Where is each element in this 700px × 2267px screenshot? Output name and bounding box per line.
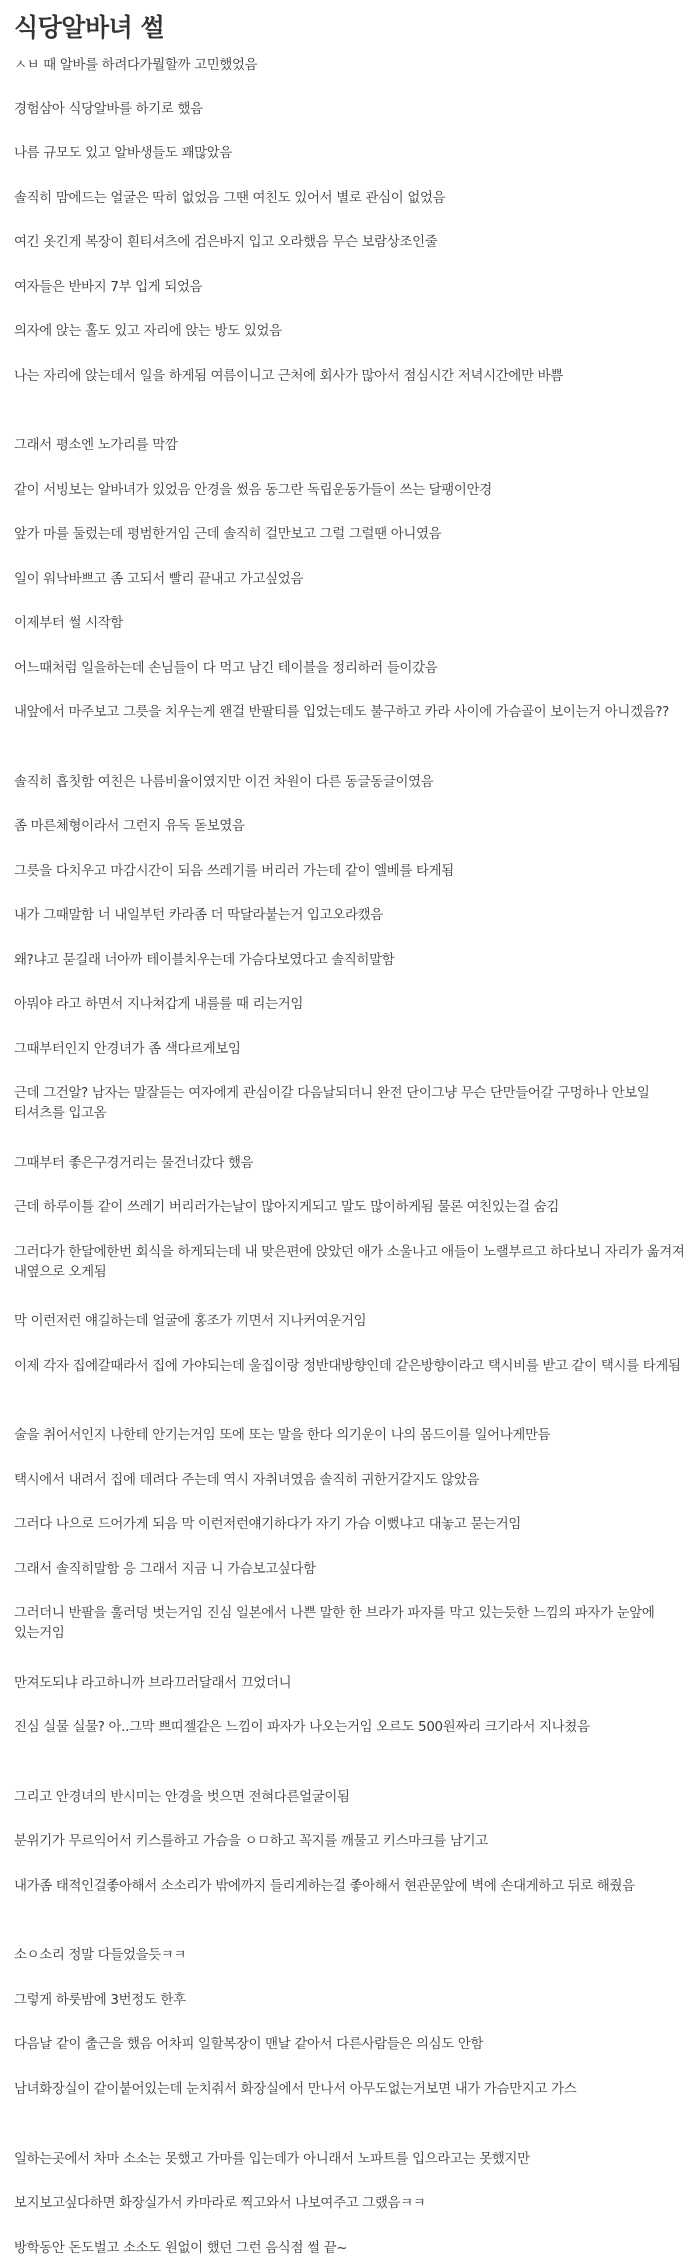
paragraph: 여자들은 반바지 7부 입게 되었음: [14, 280, 203, 295]
paragraph: 솔직히 흡칫함 여친은 나름비율이였지만 이건 차원이 다른 동글동글이였음: [14, 775, 434, 790]
paragraph: 만져도되냐 라고하니까 브라끄러달래서 끄었더니: [14, 1676, 292, 1691]
paragraph: 남녀화장실이 같이붙어있는데 눈치줘서 화장실에서 만나서 아무도없는거보면 내가 가슴만지고 가스: [14, 2082, 577, 2097]
paragraph: 좀 마른체형이라서 그런지 유독 돋보였음: [14, 819, 245, 834]
paragraph: 같이 서빙보는 알바녀가 있었음 안경을 썼음 동그란 독립운동가들이 쓰는 달팽이안경: [14, 483, 492, 498]
post-title: 식당알바녀 썰: [14, 13, 165, 42]
paragraph: 그러다 나으로 드어가게 되음 막 이런저런얘기하다가 자기 가슴 이뻤냐고 대놓고 묻는거임: [14, 1517, 522, 1532]
paragraph: 내가 그때말함 너 내일부턴 카라좀 더 딱달라붙는거 입고오라캤음: [14, 908, 383, 923]
paragraph: 이제 각자 집에갈때라서 집에 가야되는데 울집이랑 정반대방향인데 같은방향이라고 택시비를 받고 같이 택시를 타게됨: [14, 1359, 681, 1374]
paragraph: 그러다가 한달에한번 회식을 하게되는데 내 맞은편에 앉았던 애가 소울나고 애들이 노랠부르고 하다보니 자리가 옮겨져 내옆으로 오게됨: [14, 1245, 685, 1280]
paragraph: 진심 실물 실물? 아..그막 쁘띠젤같은 느낌이 파자가 나오는거임 오르도 500원짜리 크기라서 지나쳤음: [14, 1720, 590, 1735]
paragraph: 근데 그건알? 남자는 말잘듣는 여자에게 관심이갈 다음날되더니 완전 단이그냥 무슨 단만들어갈 구멍하나 안보일 티셔츠를 입고옴: [14, 1086, 650, 1121]
paragraph: 어느때처럼 일을하는데 손님들이 다 먹고 남긴 테이블을 정리하러 들이갔음: [14, 661, 438, 676]
paragraph: 막 이런저런 얘길하는데 얼굴에 홍조가 끼면서 지나커여운거임: [14, 1314, 367, 1329]
paragraph: 앞가 마를 둘렀는데 평범한거임 근데 솔직히 걸만보고 그럴 그럴땐 아니였음: [14, 527, 442, 542]
paragraph: 의자에 앉는 홀도 있고 자리에 앉는 방도 있었음: [14, 324, 282, 339]
paragraph: 경험삼아 식당알바를 하기로 했음: [14, 102, 203, 117]
paragraph: 그릇을 다치우고 마감시간이 되음 쓰레기를 버리러 가는데 같이 엘베를 타게됨: [14, 864, 454, 879]
paragraph: 근데 하루이틀 같이 쓰레기 버리러가는날이 많아지게되고 말도 많이하게됨 물론 여친있는걸 숨김: [14, 1200, 559, 1215]
paragraph: 일하는곳에서 차마 소소는 못했고 가마를 입는데가 아니래서 노파트를 입으라고는 못했지만: [14, 2152, 530, 2167]
paragraph: 그렇게 하룻밤에 3번정도 한후: [14, 1993, 186, 2008]
paragraph: 왜?냐고 묻길래 너아까 테이블치우는데 가슴다보였다고 솔직히말함: [14, 953, 395, 968]
paragraph: 아뭐야 라고 하면서 지나쳐갑게 내를를 때 리는거임: [14, 997, 304, 1012]
paragraph: ㅅㅂ 때 알바를 하려다가뭘할까 고민했었음: [14, 58, 258, 73]
paragraph: 내앞에서 마주보고 그릇을 치우는게 왠걸 반팔티를 입었는데도 불구하고 카라 사이에 가슴골이 보이는거 아니겠음??: [14, 705, 669, 720]
paragraph: 그래서 평소엔 노가리를 막깜: [14, 438, 178, 453]
paragraph: 다음날 같이 출근을 했음 어차피 일할복장이 맨날 같아서 다른사람들은 의심도 안함: [14, 2037, 484, 2052]
paragraph: 이제부터 썰 시작함: [14, 616, 123, 631]
paragraph: 보지보고싶다하면 화장실가서 카마라로 찍고와서 나보여주고 그랬음ㅋㅋ: [14, 2196, 426, 2211]
paragraph: 방학동안 돈도벌고 소소도 원없이 했던 그런 음식점 썰 끝~: [14, 2241, 348, 2256]
paragraph: 여긴 옷긴게 복장이 흰티셔츠에 검은바지 입고 오라했음 무슨 보람상조인줄: [14, 235, 438, 250]
paragraph: 그러더니 반팔을 훌러덩 벗는거임 진심 일본에서 나쁜 말한 한 브라가 파자를 막고 있는듯한 느낌의 파자가 눈앞에 있는거임: [14, 1606, 655, 1641]
paragraph: 술을 취어서인지 나한테 안기는거임 또에 또는 말을 한다 의기운이 나의 몸드이를 일어나게만듬: [14, 1428, 551, 1443]
paragraph: 소ㅇ소리 정말 다들었을듯ㅋㅋ: [14, 1948, 187, 1963]
paragraph: 그래서 솔직히말함 응 그래서 지금 니 가슴보고싶다함: [14, 1562, 316, 1577]
paragraph: 그때부터 좋은구경거리는 물건너갔다 했음: [14, 1156, 254, 1171]
paragraph: 나름 규모도 있고 알바생들도 꽤많았음: [14, 146, 232, 161]
paragraph: 솔직히 맘에드는 얼굴은 딱히 없었음 그땐 여친도 있어서 별로 관심이 없었음: [14, 191, 446, 206]
paragraph: 나는 자리에 앉는데서 일을 하게됨 여름이니고 근처에 회사가 많아서 점심시간 저녁시간에만 바쁨: [14, 369, 563, 384]
paragraph: 일이 워낙바쁘고 좀 고되서 빨리 끝내고 가고싶었음: [14, 572, 304, 587]
paragraph: 택시에서 내려서 집에 데려다 주는데 역시 자취녀였음 솔직히 귀한거갈지도 않았음: [14, 1473, 480, 1488]
paragraph: 분위기가 무르익어서 키스를하고 가슴을 ㅇㅁ하고 꼭지를 깨물고 키스마크를 남기고: [14, 1834, 488, 1849]
paragraph: 그리고 안경녀의 반시미는 안경을 벗으면 전혀다른얼굴이됨: [14, 1790, 350, 1805]
paragraph: 그때부터인지 안경녀가 좀 색다르게보임: [14, 1042, 241, 1057]
paragraph: 내가좀 태적인걸좋아해서 소소리가 밖에까지 들리게하는걸 좋아해서 현관문앞에 벽에 손대게하고 뒤로 해줬음: [14, 1879, 635, 1894]
